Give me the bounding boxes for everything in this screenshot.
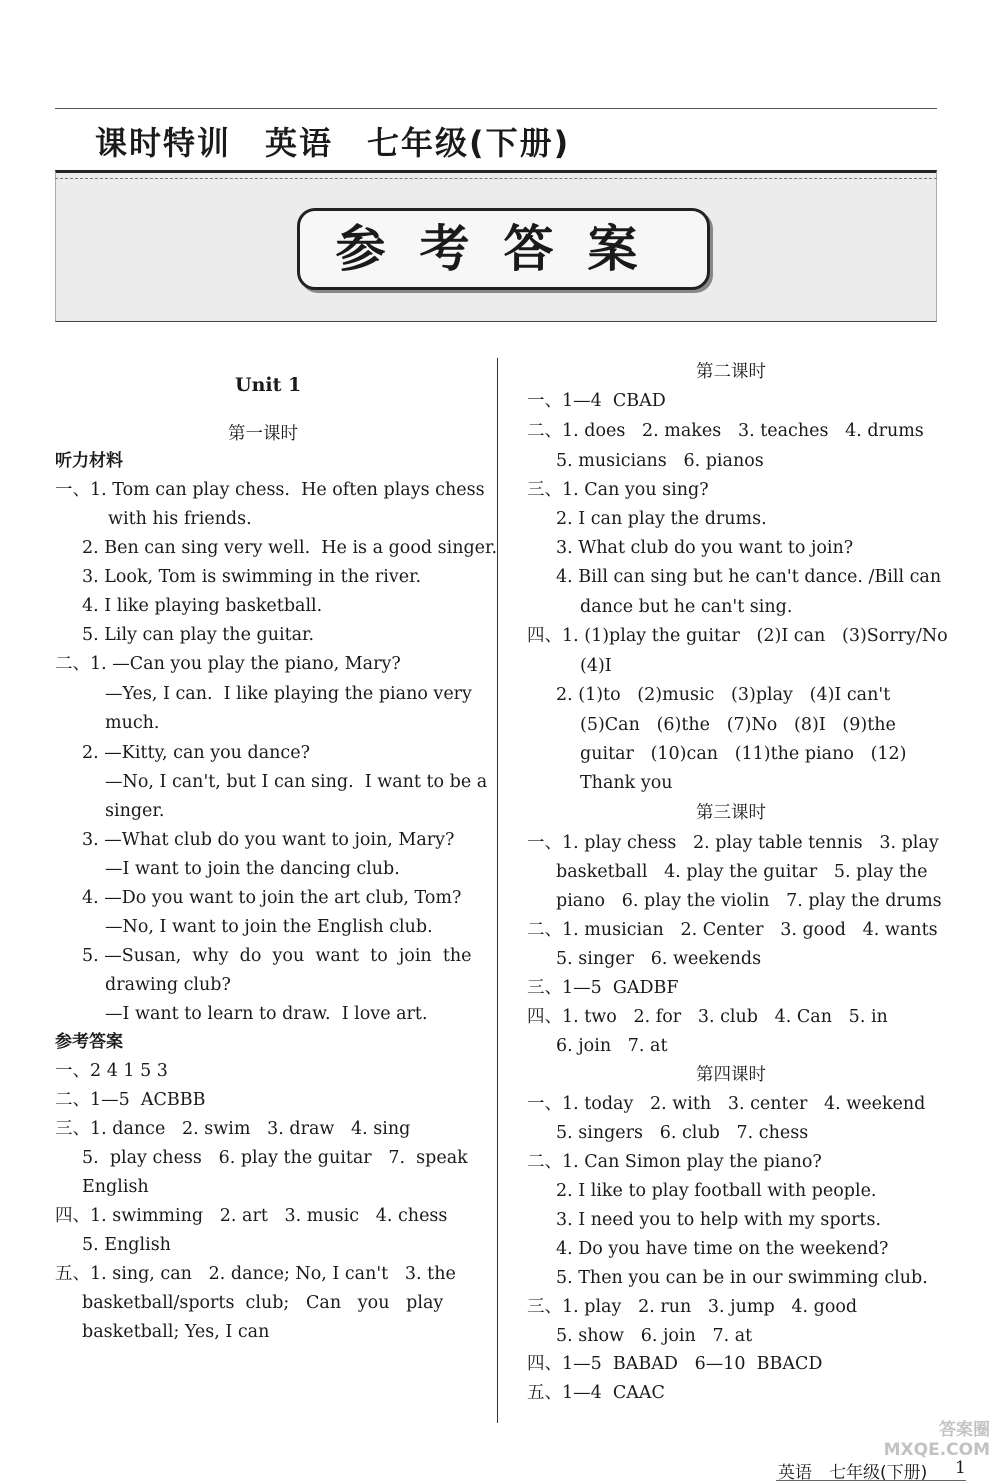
column-divider xyxy=(497,358,498,1423)
left-line: —No, I want to join the English club. xyxy=(105,917,433,937)
right-line: 三、1—5 GADBF xyxy=(527,978,679,998)
right-line: 三、1. play 2. run 3. jump 4. good xyxy=(527,1297,858,1317)
right-line: piano 6. play the violin 7. play the drums xyxy=(556,891,942,911)
right-line: 4. Bill can sing but he can't dance. /Bill can xyxy=(556,567,942,587)
left-line: singer. xyxy=(105,801,165,821)
footer-rule xyxy=(776,1480,966,1481)
right-line: 3. What club do you want to join? xyxy=(556,538,854,558)
left-line: drawing club? xyxy=(105,975,231,995)
left-line: 3. Look, Tom is swimming in the river. xyxy=(82,567,422,587)
left-line: basketball/sports club; Can you play xyxy=(82,1293,444,1313)
left-line: 4. I like playing basketball. xyxy=(82,596,323,616)
left-line: English xyxy=(82,1177,149,1197)
left-line: 二、1—5 ACBBB xyxy=(55,1090,206,1110)
right-line: 2. I can play the drums. xyxy=(556,509,767,529)
left-line: 四、1. swimming 2. art 3. music 4. chess xyxy=(55,1206,448,1226)
left-line: 2. Ben can sing very well. He is a good singer. xyxy=(82,538,498,558)
left-line: 一、2 4 1 5 3 xyxy=(55,1061,168,1081)
right-line: 三、1. Can you sing? xyxy=(527,480,709,500)
right-line: 二、1. musician 2. Center 3. good 4. wants xyxy=(527,920,938,940)
left-line: 5. play chess 6. play the guitar 7. speak xyxy=(82,1148,468,1168)
page-number: 1 xyxy=(955,1458,966,1478)
left-line: with his friends. xyxy=(108,509,252,529)
left-line: 五、1. sing, can 2. dance; No, I can't 3. the xyxy=(55,1264,456,1284)
left-line: 参考答案 xyxy=(55,1032,123,1052)
right-line: 3. I need you to help with my sports. xyxy=(556,1210,882,1230)
right-line: 5. musicians 6. pianos xyxy=(556,451,764,471)
left-line: 2. —Kitty, can you dance? xyxy=(82,743,310,763)
page-title: 课时特训 英语 七年级(下册) xyxy=(95,124,571,162)
left-line: 听力材料 xyxy=(55,451,123,471)
right-line: 一、1. play chess 2. play table tennis 3. play xyxy=(527,833,939,853)
right-line: 五、1—4 CAAC xyxy=(527,1383,665,1403)
right-line: 5. show 6. join 7. at xyxy=(556,1326,753,1346)
left-line: 5. —Susan, why do you want to join the xyxy=(82,946,472,966)
right-line: 5. singers 6. club 7. chess xyxy=(556,1123,809,1143)
right-line: (4)I xyxy=(580,656,612,676)
right-line: 第三课时 xyxy=(696,803,766,823)
right-line: 6. join 7. at xyxy=(556,1036,668,1056)
left-line: —Yes, I can. I like playing the piano very xyxy=(105,684,472,704)
right-line: guitar (10)can (11)the piano (12) xyxy=(580,744,907,764)
left-line: —I want to join the dancing club. xyxy=(105,859,400,879)
right-line: 一、1—4 CBAD xyxy=(527,391,666,411)
right-line: 2. I like to play football with people. xyxy=(556,1181,877,1201)
right-line: 四、1. (1)play the guitar (2)I can (3)Sorry/No xyxy=(527,626,948,646)
right-line: dance but he can't sing. xyxy=(580,597,793,617)
right-line: 二、1. does 2. makes 3. teaches 4. drums xyxy=(527,421,924,441)
right-line: Thank you xyxy=(580,773,673,793)
left-line: —No, I can't, but I can sing. I want to be a xyxy=(105,772,488,792)
right-line: 四、1. two 2. for 3. club 4. Can 5. in xyxy=(527,1007,888,1027)
footer-label: 英语 七年级(下册) xyxy=(778,1463,928,1483)
left-line: 一、1. Tom can play chess. He often plays chess xyxy=(55,480,485,500)
answer-banner-title: 参考答案 xyxy=(297,208,710,290)
left-line: basketball; Yes, I can xyxy=(82,1322,270,1342)
right-line: 二、1. Can Simon play the piano? xyxy=(527,1152,822,1172)
left-line: —I want to learn to draw. I love art. xyxy=(105,1004,428,1024)
watermark-logo: 答案圈 MXQE.COM xyxy=(883,1420,990,1460)
right-line: 第四课时 xyxy=(696,1065,766,1085)
right-line: (5)Can (6)the (7)No (8)I (9)the xyxy=(580,715,896,735)
right-line: 2. (1)to (2)music (3)play (4)I can't xyxy=(556,685,891,705)
left-line: 二、1. —Can you play the piano, Mary? xyxy=(55,654,401,674)
left-line: 三、1. dance 2. swim 3. draw 4. sing xyxy=(55,1119,411,1139)
banner-dashed-rule xyxy=(55,178,937,179)
left-line: 5. Lily can play the guitar. xyxy=(82,625,315,645)
right-line: 第二课时 xyxy=(696,362,766,382)
left-line: much. xyxy=(105,713,160,733)
left-line: 3. —What club do you want to join, Mary? xyxy=(82,830,455,850)
left-line: 5. English xyxy=(82,1235,171,1255)
left-line: 第一课时 xyxy=(228,424,298,444)
right-line: basketball 4. play the guitar 5. play the xyxy=(556,862,928,882)
header-rule xyxy=(55,108,937,109)
left-line: 4. —Do you want to join the art club, Tom? xyxy=(82,888,462,908)
right-line: 一、1. today 2. with 3. center 4. weekend xyxy=(527,1094,926,1114)
right-line: 5. Then you can be in our swimming club. xyxy=(556,1268,928,1288)
left-line: Unit 1 xyxy=(235,374,302,396)
right-line: 5. singer 6. weekends xyxy=(556,949,762,969)
right-line: 4. Do you have time on the weekend? xyxy=(556,1239,889,1259)
right-line: 四、1—5 BABAD 6—10 BBACD xyxy=(527,1354,823,1374)
